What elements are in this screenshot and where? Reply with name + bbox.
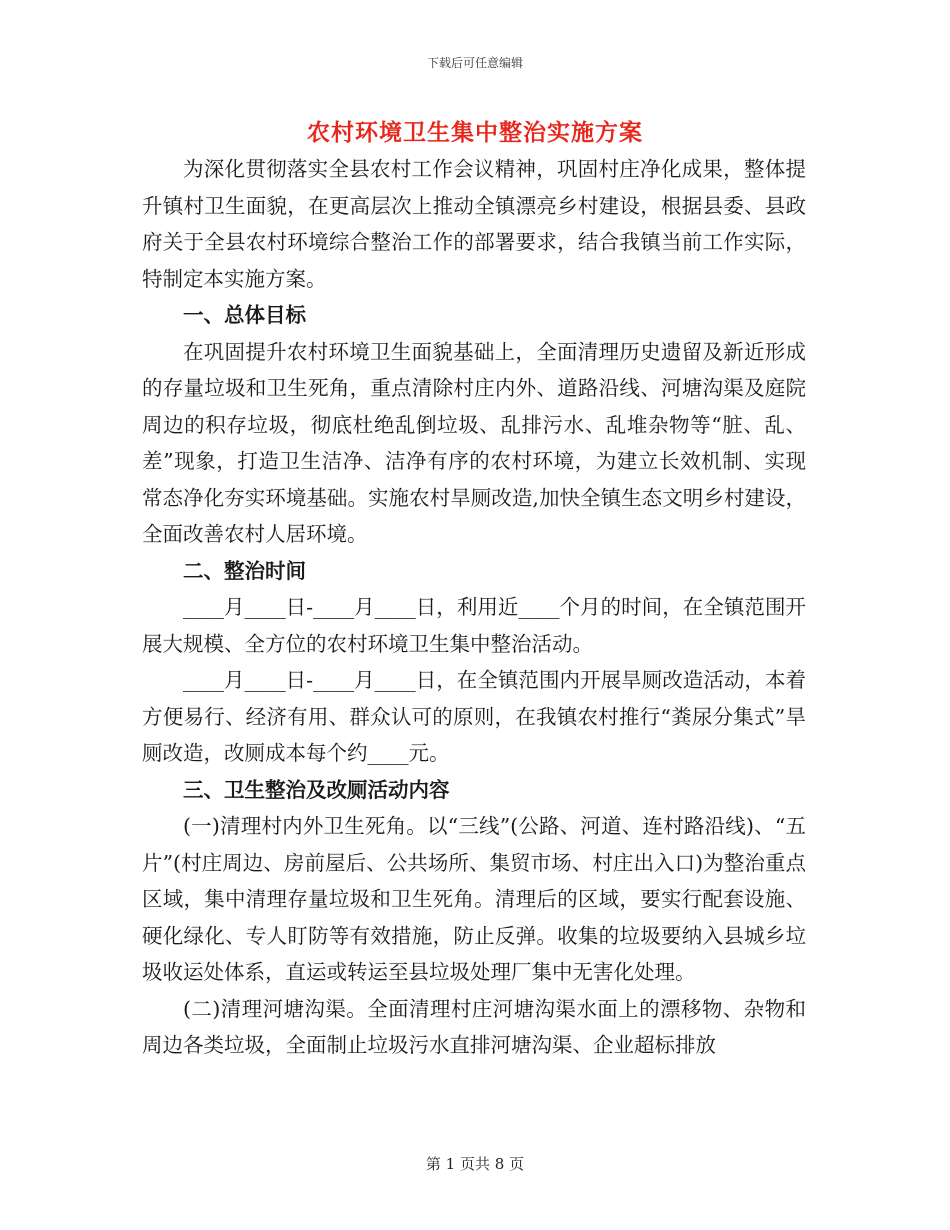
content-item-2: (二)清理河塘沟渠。全面清理村庄河塘沟渠水面上的漂移物、杂物和周边各类垃圾，全面制止垃圾污水直排河塘沟渠、企业超标排放 [142, 996, 806, 1057]
content-item-1: (一)清理村内外卫生死角。以“三线”(公路、河道、连村路沿线)、“五片”(村庄周边、房前屋后、公共场所、集贸市场、村庄出入口)为整治重点区域，集中清理存量垃圾和卫生死角。清理后的区域，要实行配套设施、硬化绿化、专人盯防等有效措施，防止反弹。收集的垃圾要纳入县城乡垃圾收运处体系，直运或转运至县垃圾处理厂集中无害化处理。 [142, 814, 806, 984]
header-note: 下载后可任意编辑 [426, 56, 523, 70]
page-footer: 第 1 页共 8 页 [425, 1155, 525, 1173]
goals-paragraph: 在巩固提升农村环境卫生面貌基础上，全面清理历史遗留及新近形成的存量垃圾和卫生死角，重点清除村庄内外、道路沿线、河塘沟渠及庭院周边的积存垃圾，彻底杜绝乱倒垃圾、乱排污水、乱堆杂物等“脏、乱、差”现象，打造卫生洁净、洁净有序的农村环境，为建立长效机制、实现常态净化夯实环境基础。实施农村旱厕改造,加快全镇生态文明乡村建设，全面改善农村人居环境。 [142, 339, 806, 546]
time-paragraph-2: ____月____日-____月____日，在全镇范围内开展旱厕改造活动，本着方便易行、经济有用、群众认可的原则，在我镇农村推行“粪尿分集式”旱厕改造，改厕成本每个约____元。 [142, 668, 806, 765]
intro-paragraph: 为深化贯彻落实全县农村工作会议精神，巩固村庄净化成果，整体提升镇村卫生面貌，在更高层次上推动全镇漂亮乡村建设，根据县委、县政府关于全县农村环境综合整治工作的部署要求，结合我镇当前工作实际，特制定本实施方案。 [142, 157, 806, 291]
time-paragraph-1: ____月____日-____月____日，利用近____个月的时间，在全镇范围开展大规模、全方位的农村环境卫生集中整治活动。 [142, 595, 806, 656]
section-heading-goals: 一、总体目标 [183, 303, 306, 327]
document-title: 农村环境卫生集中整治实施方案 [307, 119, 643, 146]
section-heading-time: 二、整治时间 [183, 558, 306, 583]
section-heading-content: 三、卫生整治及改厕活动内容 [183, 777, 450, 802]
document-body [142, 151, 806, 1064]
